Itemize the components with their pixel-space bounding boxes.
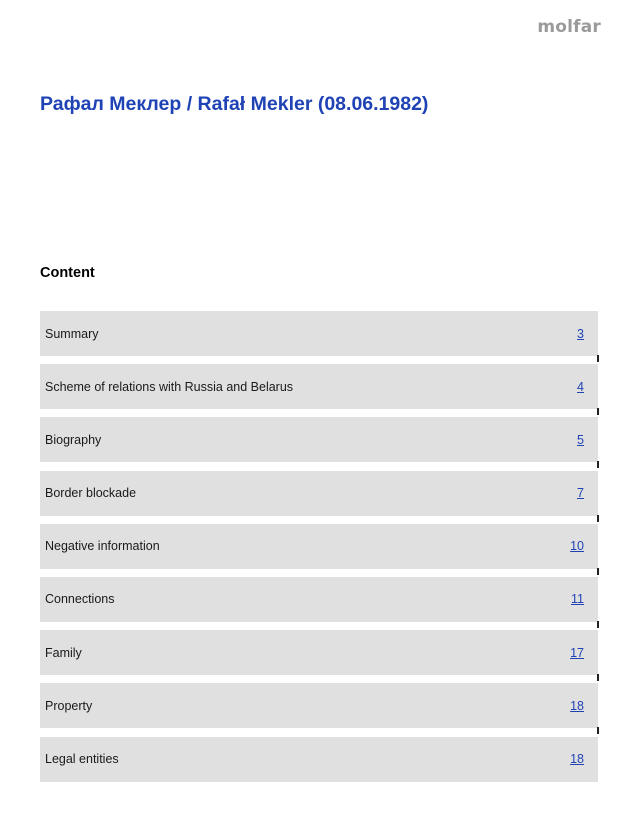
toc-page-link[interactable]: 10 [570, 539, 584, 554]
toc-label: Border blockade [45, 486, 137, 501]
toc-label: Negative information [45, 539, 160, 554]
content-heading: Content [40, 265, 95, 281]
toc-page-link[interactable]: 17 [570, 645, 584, 660]
toc-page-link[interactable]: 3 [577, 326, 584, 341]
toc-row-border-blockade[interactable] [40, 471, 598, 516]
toc-label: Property [45, 698, 93, 713]
toc-label: Biography [45, 432, 102, 447]
toc-label: Scheme of relations with Russia and Belarus [45, 379, 294, 394]
toc-row-family[interactable] [40, 630, 598, 675]
toc-page-link[interactable]: 7 [577, 486, 584, 501]
toc-row-legal-entities[interactable] [40, 737, 598, 782]
toc-row-negative-information[interactable] [40, 524, 598, 569]
molfar-logo: molfar [537, 17, 601, 37]
toc-page-link[interactable]: 18 [570, 752, 584, 766]
toc-row-connections[interactable] [40, 577, 598, 622]
toc-page-link[interactable]: 4 [577, 379, 584, 394]
toc-page-link[interactable]: 18 [570, 698, 584, 713]
toc-row-property[interactable] [40, 683, 598, 728]
toc-row-biography[interactable] [40, 417, 598, 462]
toc-label: Connections [45, 592, 115, 607]
toc-page-link[interactable]: 5 [577, 432, 584, 447]
toc-label: Family [45, 645, 82, 660]
toc-row-summary[interactable] [40, 311, 598, 356]
toc-label: Summary [45, 326, 99, 341]
toc-row-scheme-of-relations[interactable] [40, 364, 598, 409]
document-title: Рафал Меклер / Rafał Mekler (08.06.1982) [40, 93, 429, 115]
table-of-contents [40, 311, 598, 790]
toc-page-link[interactable]: 11 [571, 592, 584, 607]
toc-label: Legal entities [45, 752, 119, 766]
